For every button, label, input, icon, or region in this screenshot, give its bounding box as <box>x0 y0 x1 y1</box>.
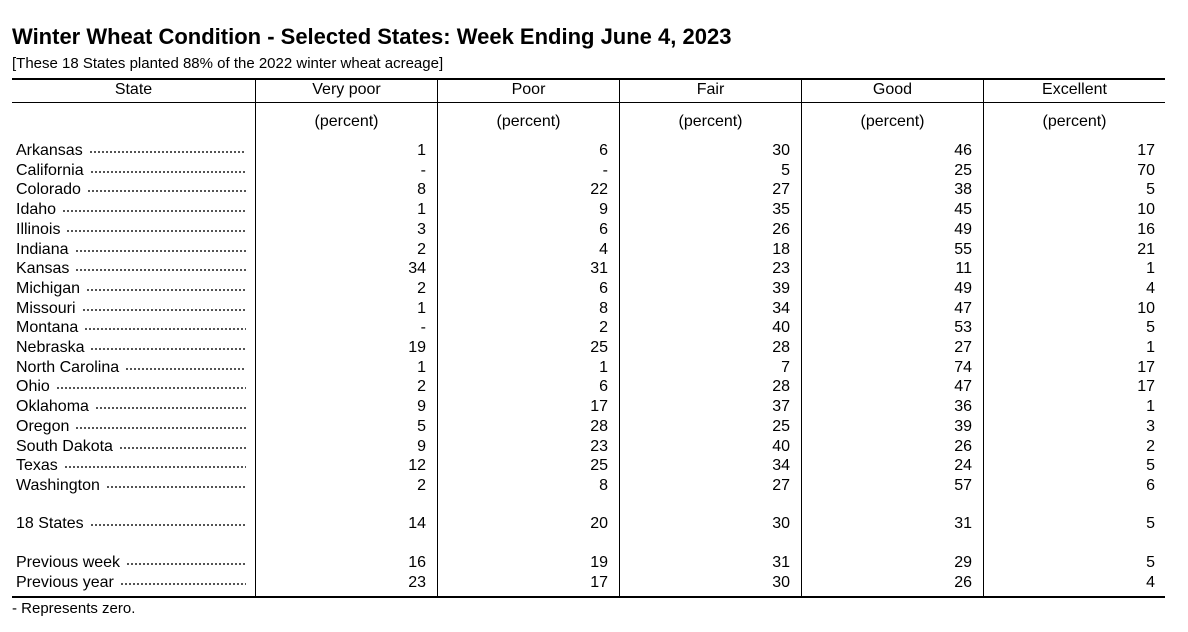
state-name: Previous year <box>16 574 114 591</box>
value-cell: 29 <box>954 554 972 571</box>
value-cell: 1 <box>417 142 426 159</box>
value-cell: 7 <box>781 359 790 376</box>
unit-label: (percent) <box>496 113 561 130</box>
dot-leader <box>125 364 246 374</box>
value-cell: 28 <box>590 418 608 435</box>
value-cell: 27 <box>772 181 790 198</box>
state-cell <box>16 417 246 437</box>
value-cell: 25 <box>590 457 608 474</box>
value-cell: 5 <box>417 418 426 435</box>
value-cell: 26 <box>954 438 972 455</box>
value-cell: 23 <box>408 574 426 591</box>
value-cell: 31 <box>772 554 790 571</box>
state-name: 18 States <box>16 515 84 532</box>
state-cell <box>16 377 246 397</box>
dot-leader <box>84 324 246 334</box>
column-header-good: Good <box>872 81 913 98</box>
value-cell: 6 <box>599 378 608 395</box>
value-cell: 27 <box>954 339 972 356</box>
value-cell: 38 <box>954 181 972 198</box>
value-cell: 45 <box>954 201 972 218</box>
state-cell <box>16 573 246 593</box>
value-cell: 19 <box>590 554 608 571</box>
total-row <box>0 514 1188 534</box>
value-cell: 2 <box>417 378 426 395</box>
dot-leader <box>119 443 246 453</box>
state-name: Kansas <box>16 260 70 277</box>
column-header-fair: Fair <box>696 81 725 98</box>
value-cell: 17 <box>590 574 608 591</box>
state-cell <box>16 240 246 260</box>
table-row <box>0 318 1188 338</box>
dot-leader <box>87 186 246 196</box>
value-cell: 12 <box>408 457 426 474</box>
value-cell: 4 <box>599 241 608 258</box>
comparison-row <box>0 573 1188 593</box>
value-cell: 9 <box>417 398 426 415</box>
value-cell: 40 <box>772 319 790 336</box>
value-cell: 30 <box>772 515 790 532</box>
dot-leader <box>62 206 246 216</box>
state-name: Colorado <box>16 181 81 198</box>
table-row <box>0 141 1188 161</box>
state-name: Washington <box>16 477 100 494</box>
value-cell: 55 <box>954 241 972 258</box>
table-row <box>0 377 1188 397</box>
state-name: California <box>16 162 84 179</box>
unit-label: (percent) <box>314 113 379 130</box>
value-cell: 36 <box>954 398 972 415</box>
value-cell: 20 <box>590 515 608 532</box>
state-name: Indiana <box>16 241 69 258</box>
header-rule <box>12 102 1165 103</box>
state-cell <box>16 437 246 457</box>
state-cell <box>16 141 246 161</box>
state-name: Idaho <box>16 201 57 218</box>
table-row <box>0 456 1188 476</box>
dot-leader <box>90 520 246 530</box>
value-cell: 6 <box>599 280 608 297</box>
dot-leader <box>75 423 246 433</box>
value-cell: 34 <box>408 260 426 277</box>
value-cell: 6 <box>599 221 608 238</box>
table-row <box>0 299 1188 319</box>
state-name: Michigan <box>16 280 81 297</box>
state-name: Illinois <box>16 221 61 238</box>
value-cell: 17 <box>1137 359 1155 376</box>
state-cell <box>16 200 246 220</box>
state-cell <box>16 338 246 358</box>
page-subtitle: [These 18 States planted 88% of the 2022 winter wheat acreage] <box>12 55 444 72</box>
state-cell <box>16 318 246 338</box>
value-cell: 74 <box>954 359 972 376</box>
value-cell: 28 <box>772 378 790 395</box>
state-name: Nebraska <box>16 339 85 356</box>
value-cell: 25 <box>772 418 790 435</box>
state-cell <box>16 161 246 181</box>
comparison-row <box>0 553 1188 573</box>
value-cell: - <box>602 162 608 179</box>
value-cell: 11 <box>955 260 972 277</box>
value-cell: 49 <box>954 221 972 238</box>
value-cell: 1 <box>417 300 426 317</box>
value-cell: 47 <box>954 300 972 317</box>
value-cell: 27 <box>772 477 790 494</box>
value-cell: 49 <box>954 280 972 297</box>
state-name: Ohio <box>16 378 50 395</box>
table-row <box>0 338 1188 358</box>
unit-label: (percent) <box>678 113 743 130</box>
value-cell: 31 <box>590 260 608 277</box>
column-header-very-poor: Very poor <box>312 81 381 98</box>
value-cell: 8 <box>599 477 608 494</box>
value-cell: 18 <box>772 241 790 258</box>
dot-leader <box>56 383 246 393</box>
value-cell: 5 <box>781 162 790 179</box>
table-row <box>0 200 1188 220</box>
value-cell: - <box>420 162 426 179</box>
dot-leader <box>89 147 246 157</box>
unit-label: (percent) <box>860 113 925 130</box>
state-cell <box>16 456 246 476</box>
value-cell: 28 <box>772 339 790 356</box>
value-cell: 6 <box>599 142 608 159</box>
dot-leader <box>120 579 246 589</box>
value-cell: 3 <box>1146 418 1155 435</box>
value-cell: 4 <box>1146 574 1155 591</box>
value-cell: 40 <box>772 438 790 455</box>
value-cell: 3 <box>417 221 426 238</box>
value-cell: 2 <box>417 477 426 494</box>
state-name: Oregon <box>16 418 70 435</box>
dot-leader <box>75 246 247 256</box>
value-cell: 23 <box>772 260 790 277</box>
unit-label: (percent) <box>1042 113 1107 130</box>
value-cell: 31 <box>954 515 972 532</box>
value-cell: 1 <box>417 359 426 376</box>
value-cell: 10 <box>1137 201 1155 218</box>
value-cell: 4 <box>1146 280 1155 297</box>
value-cell: 2 <box>417 280 426 297</box>
value-cell: 2 <box>1146 438 1155 455</box>
state-name: South Dakota <box>16 438 113 455</box>
value-cell: 8 <box>599 300 608 317</box>
value-cell: 25 <box>954 162 972 179</box>
table-row <box>0 358 1188 378</box>
value-cell: 2 <box>417 241 426 258</box>
value-cell: 5 <box>1146 319 1155 336</box>
value-cell: 16 <box>1137 221 1155 238</box>
value-cell: 1 <box>599 359 608 376</box>
state-cell <box>16 259 246 279</box>
value-cell: 25 <box>590 339 608 356</box>
value-cell: 22 <box>590 181 608 198</box>
dot-leader <box>86 285 246 295</box>
table-bottom-rule <box>12 596 1165 598</box>
state-cell <box>16 299 246 319</box>
value-cell: 19 <box>408 339 426 356</box>
dot-leader <box>75 265 246 275</box>
state-cell <box>16 220 246 240</box>
value-cell: 17 <box>1137 142 1155 159</box>
column-header-poor: Poor <box>511 81 546 98</box>
table-row <box>0 476 1188 496</box>
dot-leader <box>126 559 246 569</box>
value-cell: 57 <box>954 477 972 494</box>
value-cell: - <box>420 319 426 336</box>
value-cell: 10 <box>1137 300 1155 317</box>
page-title: Winter Wheat Condition - Selected States: Week Ending June 4, 2023 <box>12 24 732 49</box>
value-cell: 39 <box>954 418 972 435</box>
value-cell: 35 <box>772 201 790 218</box>
state-cell <box>16 358 246 378</box>
value-cell: 47 <box>954 378 972 395</box>
value-cell: 24 <box>954 457 972 474</box>
value-cell: 26 <box>954 574 972 591</box>
table-row <box>0 180 1188 200</box>
state-cell <box>16 397 246 417</box>
state-cell <box>16 514 246 534</box>
value-cell: 26 <box>772 221 790 238</box>
value-cell: 34 <box>772 300 790 317</box>
value-cell: 5 <box>1146 181 1155 198</box>
table-row <box>0 161 1188 181</box>
value-cell: 6 <box>1146 477 1155 494</box>
value-cell: 46 <box>954 142 972 159</box>
state-name: North Carolina <box>16 359 120 376</box>
value-cell: 5 <box>1146 554 1155 571</box>
value-cell: 34 <box>772 457 790 474</box>
value-cell: 17 <box>1137 378 1155 395</box>
value-cell: 30 <box>772 574 790 591</box>
dot-leader <box>90 167 246 177</box>
value-cell: 1 <box>417 201 426 218</box>
value-cell: 37 <box>772 398 790 415</box>
state-cell <box>16 553 246 573</box>
state-name: Montana <box>16 319 79 336</box>
state-name: Texas <box>16 457 58 474</box>
value-cell: 23 <box>590 438 608 455</box>
state-cell <box>16 279 246 299</box>
value-cell: 17 <box>590 398 608 415</box>
dot-leader <box>64 462 246 472</box>
footnote: - Represents zero. <box>12 600 136 617</box>
state-cell <box>16 180 246 200</box>
dot-leader <box>90 344 246 354</box>
table-row <box>0 417 1188 437</box>
value-cell: 70 <box>1137 162 1155 179</box>
value-cell: 1 <box>1146 339 1155 356</box>
table-row <box>0 240 1188 260</box>
value-cell: 1 <box>1146 260 1155 277</box>
value-cell: 5 <box>1146 515 1155 532</box>
column-header-state: State <box>114 81 153 98</box>
value-cell: 5 <box>1146 457 1155 474</box>
column-header-excellent: Excellent <box>1042 81 1107 98</box>
dot-leader <box>66 226 246 236</box>
value-cell: 8 <box>417 181 426 198</box>
value-cell: 2 <box>599 319 608 336</box>
dot-leader <box>95 403 246 413</box>
state-cell <box>16 476 246 496</box>
value-cell: 9 <box>599 201 608 218</box>
table-row <box>0 279 1188 299</box>
state-name: Arkansas <box>16 142 83 159</box>
table-row <box>0 259 1188 279</box>
value-cell: 1 <box>1146 398 1155 415</box>
value-cell: 21 <box>1137 241 1155 258</box>
value-cell: 14 <box>408 515 426 532</box>
dot-leader <box>82 305 246 315</box>
table-row <box>0 220 1188 240</box>
table-row <box>0 437 1188 457</box>
state-name: Previous week <box>16 554 121 571</box>
value-cell: 30 <box>772 142 790 159</box>
dot-leader <box>106 482 246 492</box>
state-name: Oklahoma <box>16 398 89 415</box>
value-cell: 16 <box>408 554 426 571</box>
value-cell: 53 <box>954 319 972 336</box>
value-cell: 39 <box>772 280 790 297</box>
value-cell: 9 <box>417 438 426 455</box>
state-name: Missouri <box>16 300 76 317</box>
table-row <box>0 397 1188 417</box>
